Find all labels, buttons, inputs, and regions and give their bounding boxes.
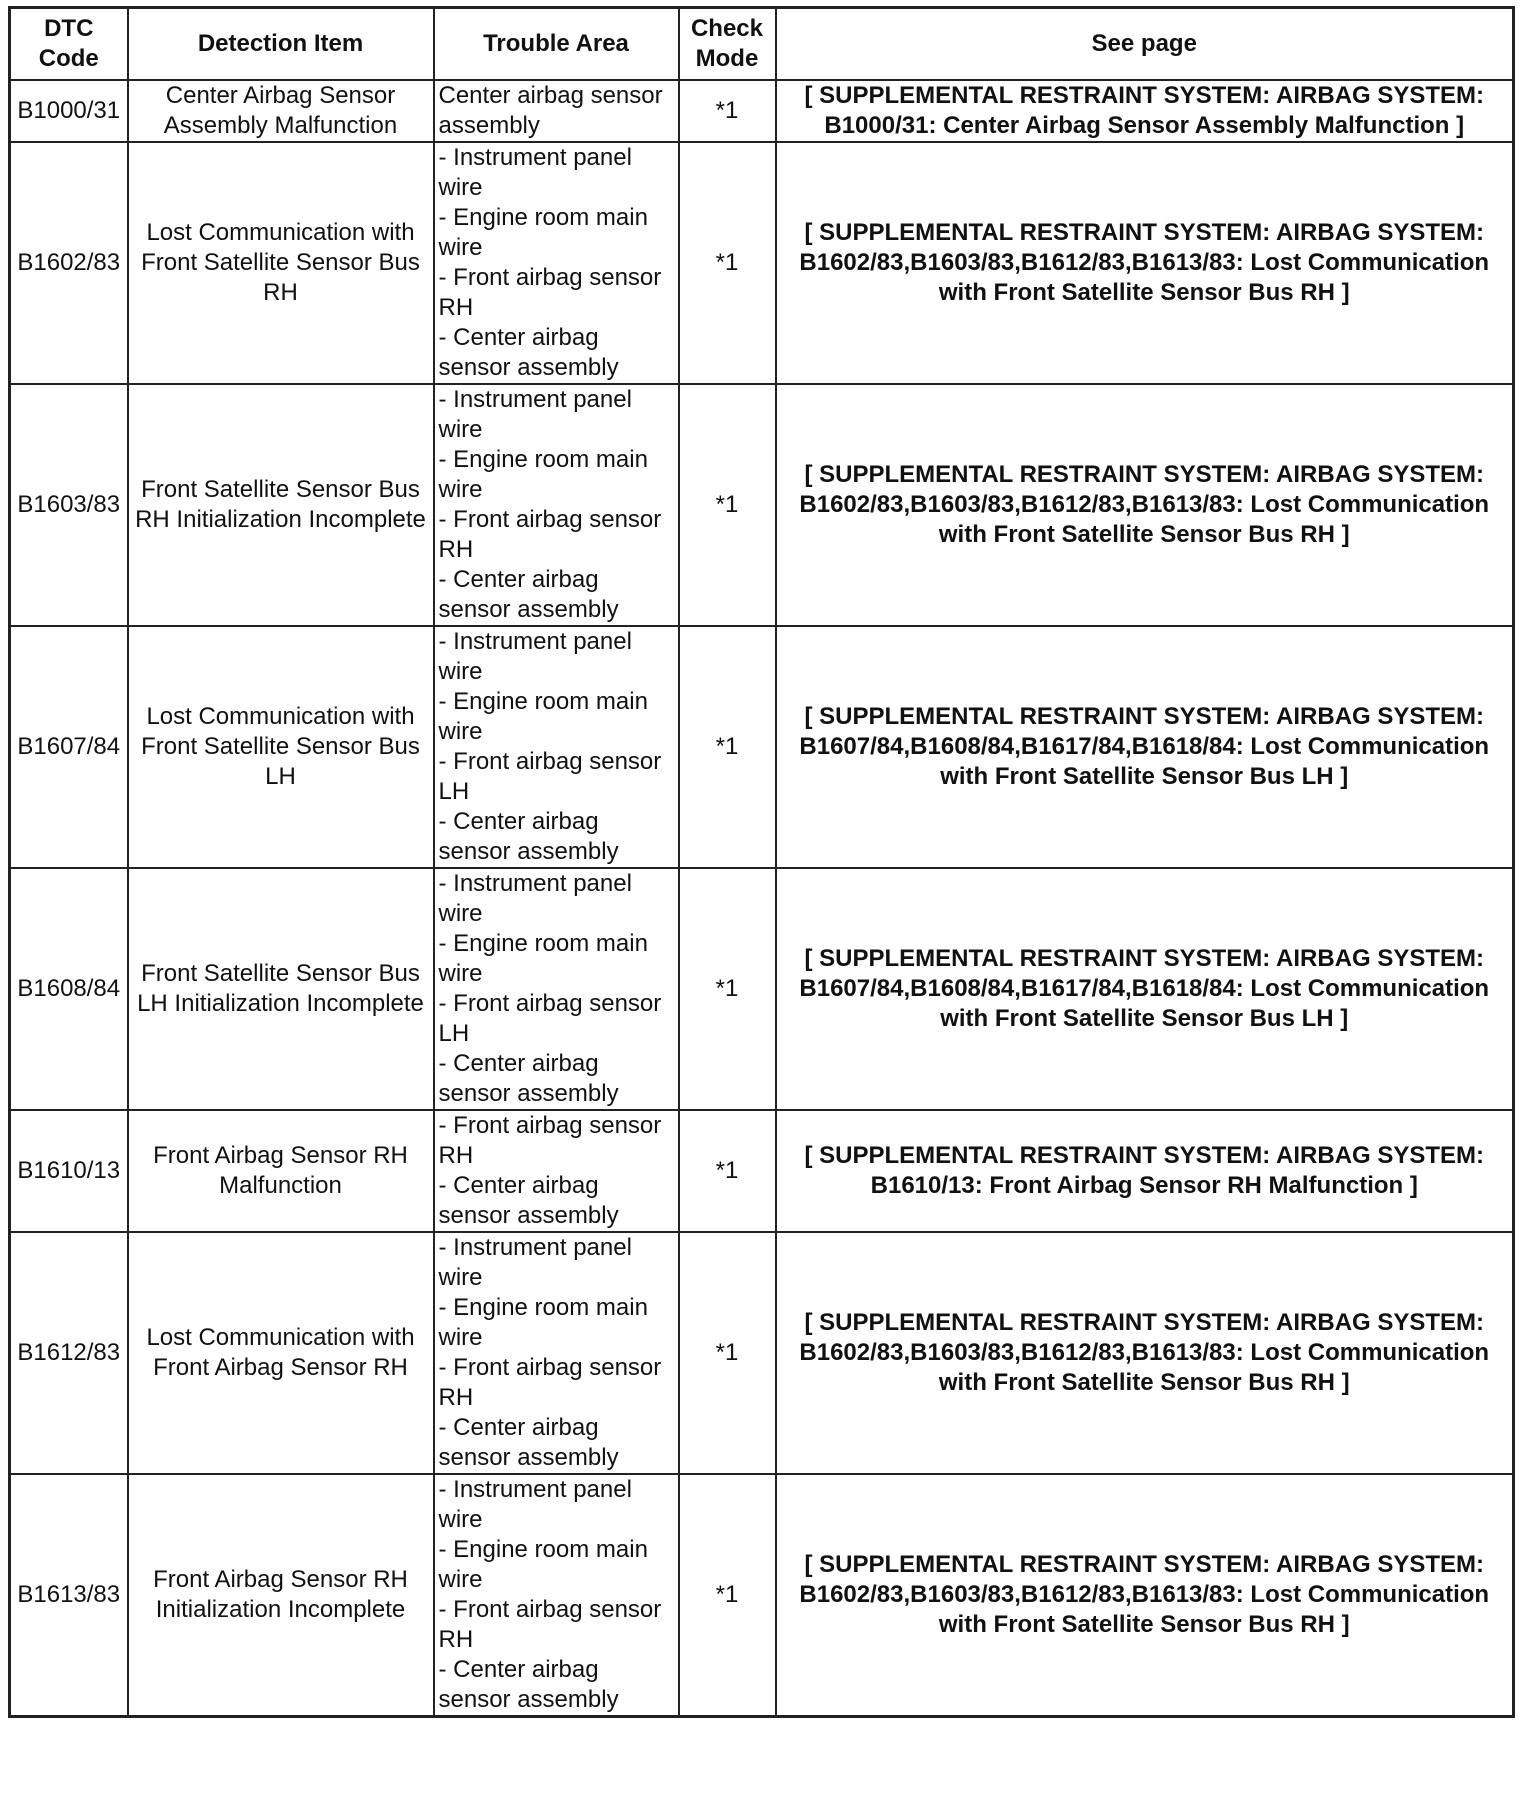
trouble-area-cell (434, 1474, 679, 1717)
detection-item-cell: Lost Communication with Front Satellite Sensor Bus RH (128, 142, 434, 384)
trouble-area-line: - Instrument panel wire (438, 628, 632, 685)
check-mode-cell: *1 (679, 626, 776, 868)
trouble-area-line: - Front airbag sensor RH (438, 1596, 662, 1653)
table-row (10, 1232, 1514, 1474)
table-row (10, 80, 1514, 142)
see-page-link[interactable]: [ SUPPLEMENTAL RESTRAINT SYSTEM: AIRBAG SYSTEM: B1602/83,B1603/83,B1612/83,B1613/83: Lost Communication with Front Satellite Sensor Bus RH ] (776, 384, 1514, 626)
dtc-code-cell: B1610/13 (10, 1110, 128, 1232)
table-header (10, 8, 1514, 81)
table-row (10, 626, 1514, 868)
trouble-area-line: - Center airbag sensor assembly (438, 1414, 619, 1471)
trouble-area-cell (434, 1110, 679, 1232)
trouble-area-line: - Front airbag sensor RH (438, 264, 662, 321)
trouble-area-line: - Center airbag sensor assembly (438, 1050, 619, 1107)
trouble-area-line: - Instrument panel wire (438, 1234, 632, 1291)
header-dtc-code-label: DTC Code (38, 15, 99, 72)
check-mode-cell: *1 (679, 80, 776, 142)
header-check-mode (679, 8, 776, 81)
trouble-area-line: - Instrument panel wire (438, 1476, 632, 1533)
trouble-area-line: - Instrument panel wire (438, 144, 632, 201)
trouble-area-cell (434, 626, 679, 868)
see-page-link[interactable]: [ SUPPLEMENTAL RESTRAINT SYSTEM: AIRBAG SYSTEM: B1602/83,B1603/83,B1612/83,B1613/83: Lost Communication with Front Satellite Sensor Bus RH ] (776, 1474, 1514, 1717)
trouble-area-line: - Engine room main wire (438, 1536, 648, 1593)
dtc-code-cell: B1603/83 (10, 384, 128, 626)
trouble-area-line: - Engine room main wire (438, 688, 648, 745)
trouble-area-cell (434, 80, 679, 142)
header-see-page-label: See page (1091, 30, 1197, 57)
trouble-area-line: - Center airbag sensor assembly (438, 1656, 619, 1713)
header-trouble-area-label: Trouble Area (483, 30, 629, 57)
header-see-page (776, 8, 1514, 81)
trouble-area-line: - Center airbag sensor assembly (438, 808, 619, 865)
header-detection-item (128, 8, 434, 81)
trouble-area-line: - Front airbag sensor LH (438, 990, 662, 1047)
trouble-area-line: - Engine room main wire (438, 930, 648, 987)
table-row (10, 1110, 1514, 1232)
table-row (10, 384, 1514, 626)
header-check-mode-label: Check Mode (690, 15, 764, 72)
detection-item-cell: Front Airbag Sensor RH Initialization Incomplete (128, 1474, 434, 1717)
see-page-link[interactable]: [ SUPPLEMENTAL RESTRAINT SYSTEM: AIRBAG SYSTEM: B1000/31: Center Airbag Sensor Assembly Malfunction ] (776, 80, 1514, 142)
dtc-table-container (8, 6, 1512, 1718)
dtc-code-cell: B1000/31 (10, 80, 128, 142)
trouble-area-line: - Center airbag sensor assembly (438, 1172, 619, 1229)
table-row (10, 1474, 1514, 1717)
trouble-area-line: - Center airbag sensor assembly (438, 324, 619, 381)
detection-item-cell: Front Satellite Sensor Bus LH Initialization Incomplete (128, 868, 434, 1110)
check-mode-cell: *1 (679, 1232, 776, 1474)
dtc-code-cell: B1612/83 (10, 1232, 128, 1474)
header-detection-item-label: Detection Item (197, 30, 364, 57)
trouble-area-cell (434, 868, 679, 1110)
trouble-area-line: Center airbag sensor assembly (438, 82, 663, 139)
trouble-area-cell (434, 1232, 679, 1474)
trouble-area-line: - Center airbag sensor assembly (438, 566, 619, 623)
trouble-area-line: - Engine room main wire (438, 446, 648, 503)
dtc-code-cell: B1602/83 (10, 142, 128, 384)
see-page-link[interactable]: [ SUPPLEMENTAL RESTRAINT SYSTEM: AIRBAG SYSTEM: B1607/84,B1608/84,B1617/84,B1618/84: Lost Communication with Front Satellite Sensor Bus LH ] (776, 626, 1514, 868)
table-row (10, 868, 1514, 1110)
detection-item-cell: Front Airbag Sensor RH Malfunction (128, 1110, 434, 1232)
see-page-link[interactable]: [ SUPPLEMENTAL RESTRAINT SYSTEM: AIRBAG SYSTEM: B1610/13: Front Airbag Sensor RH Malfunction ] (776, 1110, 1514, 1232)
check-mode-cell: *1 (679, 384, 776, 626)
trouble-area-line: - Instrument panel wire (438, 386, 632, 443)
check-mode-cell: *1 (679, 1110, 776, 1232)
see-page-link[interactable]: [ SUPPLEMENTAL RESTRAINT SYSTEM: AIRBAG SYSTEM: B1607/84,B1608/84,B1617/84,B1618/84: Lost Communication with Front Satellite Sensor Bus LH ] (776, 868, 1514, 1110)
detection-item-cell: Lost Communication with Front Satellite Sensor Bus LH (128, 626, 434, 868)
trouble-area-line: - Front airbag sensor LH (438, 748, 662, 805)
header-dtc-code (10, 8, 128, 81)
trouble-area-line: - Front airbag sensor RH (438, 1112, 662, 1169)
trouble-area-line: - Front airbag sensor RH (438, 1354, 662, 1411)
detection-item-cell: Center Airbag Sensor Assembly Malfunction (128, 80, 434, 142)
trouble-area-line: - Instrument panel wire (438, 870, 632, 927)
see-page-link[interactable]: [ SUPPLEMENTAL RESTRAINT SYSTEM: AIRBAG SYSTEM: B1602/83,B1603/83,B1612/83,B1613/83: Lost Communication with Front Satellite Sensor Bus RH ] (776, 142, 1514, 384)
dtc-code-cell: B1608/84 (10, 868, 128, 1110)
see-page-link[interactable]: [ SUPPLEMENTAL RESTRAINT SYSTEM: AIRBAG SYSTEM: B1602/83,B1603/83,B1612/83,B1613/83: Lost Communication with Front Satellite Sensor Bus RH ] (776, 1232, 1514, 1474)
header-trouble-area (434, 8, 679, 81)
dtc-code-cell: B1613/83 (10, 1474, 128, 1717)
header-row (10, 8, 1514, 81)
detection-item-cell: Front Satellite Sensor Bus RH Initialization Incomplete (128, 384, 434, 626)
dtc-code-cell: B1607/84 (10, 626, 128, 868)
check-mode-cell: *1 (679, 142, 776, 384)
trouble-area-line: - Front airbag sensor RH (438, 506, 662, 563)
table-row (10, 142, 1514, 384)
check-mode-cell: *1 (679, 868, 776, 1110)
trouble-area-cell (434, 384, 679, 626)
table-body (10, 80, 1514, 1717)
detection-item-cell: Lost Communication with Front Airbag Sensor RH (128, 1232, 434, 1474)
trouble-area-line: - Engine room main wire (438, 1294, 648, 1351)
dtc-table (8, 6, 1515, 1718)
check-mode-cell: *1 (679, 1474, 776, 1717)
trouble-area-cell (434, 142, 679, 384)
trouble-area-line: - Engine room main wire (438, 204, 648, 261)
